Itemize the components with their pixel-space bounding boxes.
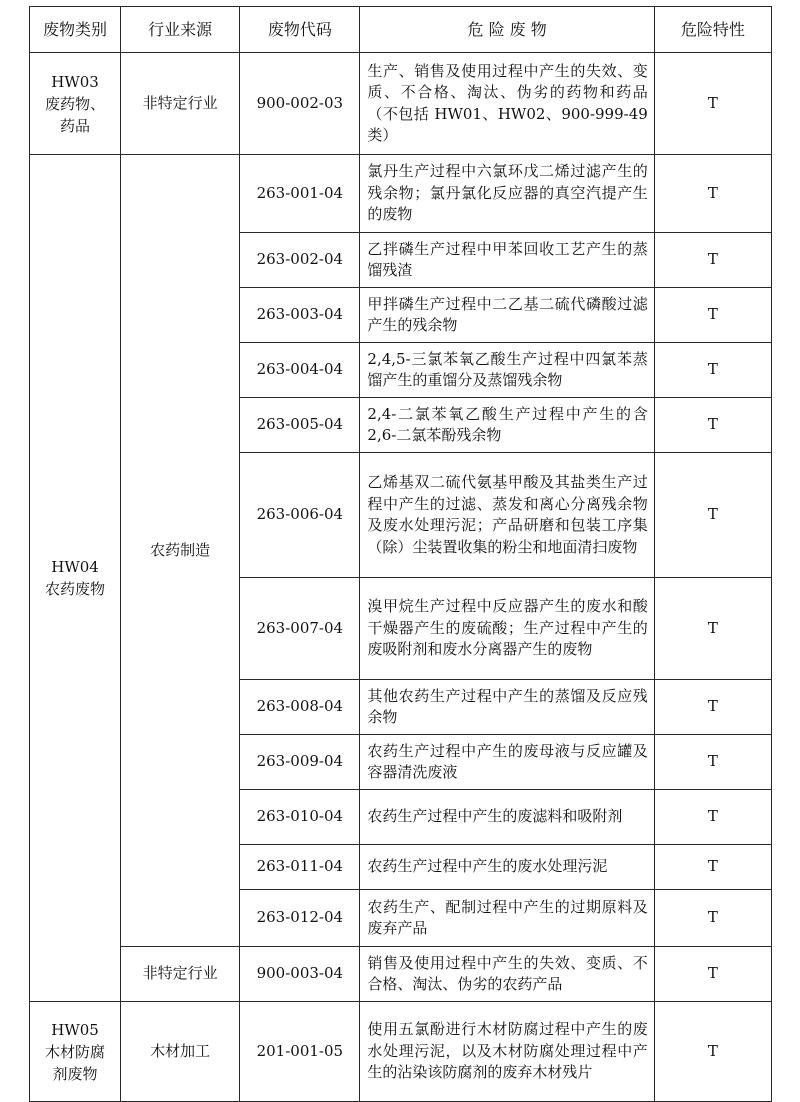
hazard-property-cell: T [654,578,771,680]
waste-code-cell: 263-001-04 [240,155,360,233]
hazard-property-cell: T [654,1002,771,1102]
source-cell: 农药制造 [121,155,240,947]
table-wrapper [29,6,772,1102]
hazard-property-cell: T [654,343,771,398]
category-cell: HW05 木材防腐 剂废物 [30,1002,121,1102]
header-category: 废物类别 [30,7,121,53]
waste-code-cell: 263-004-04 [240,343,360,398]
waste-code-cell: 263-012-04 [240,890,360,947]
waste-description-cell: 乙拌磷生产过程中甲苯回收工艺产生的蒸馏残渣 [360,233,654,288]
waste-description-cell: 其他农药生产过程中产生的蒸馏及反应残余物 [360,680,654,735]
hazardous-waste-table [29,6,772,1102]
header-row [30,7,772,53]
waste-description-cell: 2,4-二氯苯氧乙酸生产过程中产生的含 2,6-二氯苯酚残余物 [360,398,654,453]
source-cell: 木材加工 [121,1002,240,1102]
waste-description-cell: 销售及使用过程中产生的失效、变质、不合格、淘汰、伪劣的农药产品 [360,947,654,1002]
waste-description-cell: 使用五氯酚进行木材防腐过程中产生的废水处理污泥，以及木材防腐处理过程中产生的沾染该防腐剂的废弃木材残片 [360,1002,654,1102]
waste-description-cell: 氯丹生产过程中六氯环戊二烯过滤产生的残余物；氯丹氯化反应器的真空汽提产生的废物 [360,155,654,233]
waste-description-cell: 农药生产过程中产生的废母液与反应罐及容器清洗废液 [360,735,654,790]
waste-code-cell: 263-007-04 [240,578,360,680]
header-code: 废物代码 [240,7,360,53]
source-cell: 非特定行业 [121,53,240,155]
header-waste: 危 险 废 物 [360,7,654,53]
hazard-property-cell: T [654,53,771,155]
hazard-property-cell: T [654,845,771,890]
waste-description-cell: 农药生产、配制过程中产生的过期原料及废弃产品 [360,890,654,947]
waste-code-cell: 900-002-03 [240,53,360,155]
table-row [30,1002,772,1102]
hazard-property-cell: T [654,233,771,288]
hazard-property-cell: T [654,453,771,578]
waste-description-cell: 溴甲烷生产过程中反应器产生的废水和酸干燥器产生的废硫酸；生产过程中产生的废吸附剂和废水分离器产生的废物 [360,578,654,680]
waste-code-cell: 263-005-04 [240,398,360,453]
waste-code-cell: 263-003-04 [240,288,360,343]
waste-code-cell: 263-008-04 [240,680,360,735]
table-row [30,947,772,1002]
hazard-property-cell: T [654,790,771,845]
table-row [30,53,772,155]
hazard-property-cell: T [654,288,771,343]
waste-description-cell: 2,4,5-三氯苯氧乙酸生产过程中四氯苯蒸馏产生的重馏分及蒸馏残余物 [360,343,654,398]
header-source: 行业来源 [121,7,240,53]
table-body [30,53,772,1102]
waste-code-cell: 263-006-04 [240,453,360,578]
hazard-property-cell: T [654,155,771,233]
table-row [30,155,772,233]
category-cell: HW03 废药物、 药品 [30,53,121,155]
waste-description-cell: 农药生产过程中产生的废滤料和吸附剂 [360,790,654,845]
waste-code-cell: 201-001-05 [240,1002,360,1102]
waste-code-cell: 263-009-04 [240,735,360,790]
waste-description-cell: 生产、销售及使用过程中产生的失效、变质、不合格、淘汰、伪劣的药物和药品（不包括 HW01、HW02、900-999-49 类） [360,53,654,155]
waste-code-cell: 263-010-04 [240,790,360,845]
hazard-property-cell: T [654,890,771,947]
hazard-property-cell: T [654,398,771,453]
waste-description-cell: 农药生产过程中产生的废水处理污泥 [360,845,654,890]
hazard-property-cell: T [654,735,771,790]
waste-description-cell: 甲拌磷生产过程中二乙基二硫代磷酸过滤产生的残余物 [360,288,654,343]
waste-code-cell: 263-002-04 [240,233,360,288]
hazard-property-cell: T [654,680,771,735]
source-cell: 非特定行业 [121,947,240,1002]
hazard-property-cell: T [654,947,771,1002]
waste-description-cell: 乙烯基双二硫代氨基甲酸及其盐类生产过程中产生的过滤、蒸发和离心分离残余物及废水处理污泥；产品研磨和包装工序集（除）尘装置收集的粉尘和地面清扫废物 [360,453,654,578]
waste-code-cell: 900-003-04 [240,947,360,1002]
category-cell: HW04 农药废物 [30,155,121,1002]
header-hazard: 危险特性 [654,7,771,53]
waste-code-cell: 263-011-04 [240,845,360,890]
